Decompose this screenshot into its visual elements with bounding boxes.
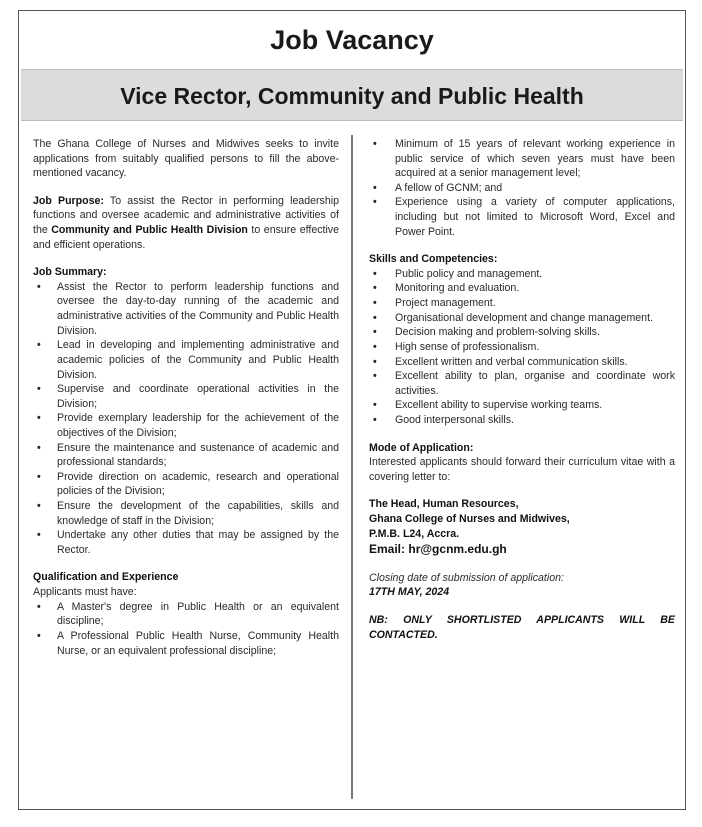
list-item: • Project management.: [369, 296, 675, 311]
job-purpose-text-1: To assist the Rector in performing leadership functions and oversee academic and administrative activities of the: [33, 194, 339, 237]
email-line: [369, 541, 675, 558]
email-link[interactable]: hr@gcnm.edu.gh: [408, 542, 507, 557]
intro-paragraph: The Ghana College of Nurses and Midwives seeks to invite applications from suitably qualified persons to fill the above-mentioned vacancy.: [33, 138, 339, 180]
list-item: • Experience using a variety of computer applications, including but not limited to Microsoft Word, Excel and Power Point.: [369, 195, 675, 239]
qualification-intro: Applicants must have:: [33, 586, 137, 599]
list-item: • Supervise and coordinate operational activities in the Division;: [33, 382, 339, 411]
job-purpose-text-2: to ensure effective and efficient operations.: [33, 224, 339, 251]
address-line-1: The Head, Human Resources,: [369, 498, 519, 511]
qualification-list: [33, 600, 339, 658]
mode-of-application-text: Interested applicants should forward their curriculum vitae with a covering letter to:: [369, 456, 675, 483]
qualification-list-continued: [369, 137, 675, 239]
position-title: Vice Rector, Community and Public Health: [120, 83, 584, 109]
list-item: • Assist the Rector to perform leadership functions and oversee the day-to-day running of the academic and administrative activities of the Community and Public Health Division.: [33, 280, 339, 338]
list-item: • Provide exemplary leadership for the achievement of the objectives of the Division;: [33, 411, 339, 440]
list-item: • Lead in developing and implementing administrative and academic policies of the Community and Public Health Division.: [33, 338, 339, 382]
address-line-3: P.M.B. L24, Accra.: [369, 527, 460, 540]
left-column: [33, 137, 339, 658]
list-item: • Minimum of 15 years of relevant working experience in public service of which seven years must have been acquired at a senior management level;: [369, 137, 675, 181]
column-divider: [351, 135, 353, 799]
list-item: • Excellent ability to supervise working teams.: [369, 398, 675, 413]
mode-of-application-heading: Mode of Application:: [369, 441, 474, 454]
list-item: • Excellent ability to plan, organise and coordinate work activities.: [369, 369, 675, 398]
list-item: • Public policy and management.: [369, 267, 675, 282]
nb-notice: NB: ONLY SHORTLISTED APPLICANTS WILL BE CONTACTED.: [369, 614, 675, 641]
list-item: • A Professional Public Health Nurse, Community Health Nurse, or an equivalent professional discipline;: [33, 629, 339, 658]
job-summary-list: [33, 280, 339, 558]
vacancy-advert: [18, 10, 686, 810]
email-label: Email:: [369, 542, 409, 557]
list-item: • Decision making and problem-solving skills.: [369, 325, 675, 340]
skills-heading: Skills and Competencies:: [369, 253, 498, 266]
list-item: • Undertake any other duties that may be assigned by the Rector.: [33, 528, 339, 557]
list-item: • Organisational development and change management.: [369, 311, 675, 326]
list-item: • High sense of professionalism.: [369, 340, 675, 355]
qualification-heading: Qualification and Experience: [33, 571, 179, 584]
address-line-2: Ghana College of Nurses and Midwives,: [369, 513, 570, 526]
job-summary-heading: Job Summary:: [33, 266, 107, 279]
skills-list: [369, 267, 675, 428]
closing-date-label: Closing date of submission of application:: [369, 571, 564, 584]
job-purpose-label: Job Purpose:: [33, 194, 104, 207]
right-column: [369, 137, 675, 642]
page-title: Job Vacancy: [270, 25, 434, 55]
list-item: • Excellent written and verbal communication skills.: [369, 355, 675, 370]
list-item: • Ensure the maintenance and sustenance of academic and professional standards;: [33, 441, 339, 470]
list-item: • A Master's degree in Public Health or an equivalent discipline;: [33, 600, 339, 629]
job-purpose-division: Community and Public Health Division: [51, 224, 248, 237]
subtitle-band: [21, 69, 683, 121]
list-item: • Ensure the development of the capabilities, skills and knowledge of staff in the Division;: [33, 499, 339, 528]
list-item: • Monitoring and evaluation.: [369, 281, 675, 296]
list-item: • A fellow of GCNM; and: [369, 181, 675, 196]
closing-date: 17TH MAY, 2024: [369, 586, 450, 599]
job-purpose-paragraph: [33, 194, 339, 252]
list-item: • Provide direction on academic, research and operational policies of the Division;: [33, 470, 339, 499]
list-item: • Good interpersonal skills.: [369, 413, 675, 428]
